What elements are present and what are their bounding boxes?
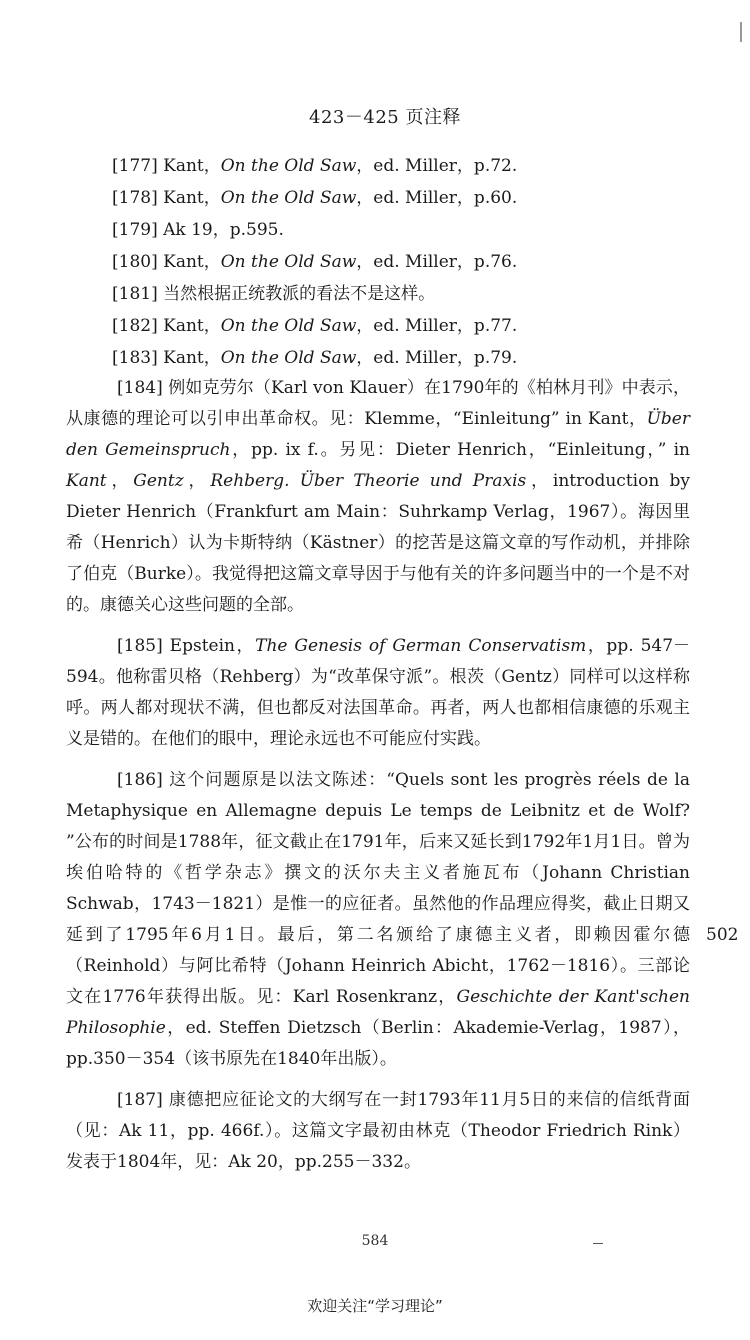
note-text: Ak 19，p.595. [157, 220, 284, 240]
note-text: ， [183, 471, 211, 491]
scan-mark [740, 22, 742, 42]
note-text: 当然根据正统教派的看法不是这样。 [157, 284, 436, 304]
note-title: Gentz [133, 471, 184, 491]
note-179 [112, 214, 702, 246]
note-number: [185] [117, 636, 163, 656]
note-text: ，introduction by Dieter Henrich（Frankfurt am Main：Suhrkamp Verlag，1967）。海因里希（Henrich）认为卡斯特纳（Kästner）的挖苦是这篇文章的写作动机，并排除了伯克（Burke）。我觉得把这篇文章导因于与他有关的许多问题当中的一个是不对的。康德关心这些问题的全部。 [66, 471, 690, 615]
scan-mark [593, 1243, 603, 1244]
note-number: [179] [112, 220, 158, 240]
note-number: [183] [112, 348, 158, 368]
note-text: ，pp. 547－594。他称雷贝格（Rehberg）为“改革保守派”。根茨（Gentz）同样可以这样称呼。两人都对现状不满，但也都反对法国革命。再者，两人也都相信康德的乐观主义是错的。在他们的眼中，理论永远也不可能应付实践。 [66, 636, 691, 749]
note-177 [112, 150, 702, 182]
note-text: ， [106, 471, 134, 491]
note-number: [177] [112, 156, 158, 176]
note-184 [66, 373, 690, 621]
note-text: ，pp. ix f.。另见：Dieter Henrich，“Einleitung，” in [230, 440, 691, 460]
long-notes [66, 373, 690, 1188]
page-number: 584 [361, 1233, 389, 1249]
note-text: ，ed. Miller，p.79. [356, 348, 518, 368]
note-text: Epstein， [162, 636, 256, 656]
note-title: Kant [66, 471, 107, 491]
note-title: On the Old Saw [220, 188, 357, 208]
page-header: 423－425 页注释 [309, 107, 461, 128]
margin-page-number: 502 [706, 925, 739, 945]
note-number: [184] [117, 378, 163, 398]
note-title: On the Old Saw [220, 252, 357, 272]
note-number: [182] [112, 316, 158, 336]
note-text: ，ed. Steffen Dietzsch（Berlin：Akademie-Verlag，1987），pp.350－354（该书原先在1840年出版）。 [66, 1018, 690, 1069]
note-title: On the Old Saw [220, 156, 357, 176]
note-text: Kant， [157, 156, 221, 176]
note-number: [187] [117, 1090, 163, 1110]
note-text: 例如克劳尔（Karl von Klauer）在1790年的《柏林月刊》中表示，从康德的理论可以引申出革命权。见：Klemme，“Einleitung” in Kant， [66, 378, 690, 429]
note-185 [66, 631, 690, 755]
note-title: On the Old Saw [220, 348, 357, 368]
note-title: Rehberg. Über Theorie und Praxis [210, 471, 527, 491]
note-text: 这个问题原是以法文陈述：“Quels sont les progrès réels de la Metaphysique en Allemagne depuis Le temps de Leibnitz et de Wolf? ”公布的时间是1788年，征文截止在1791年，后来又延长到1792年1月1日。曾为埃伯哈特的《哲学杂志》撰文的沃尔夫主义者施瓦布（Johann Christian Schwab，1743－1821）是惟一的应征者。虽然他的作品理应得奖，截止日期又延到了1795年6月1日。最后，第二名颁给了康德主义者，即赖因霍尔德（Reinhold）与阿比希特（Johann Heinrich Abicht，1762－1816）。三部论文在1776年获得出版。见：Karl Rosenkranz， [66, 770, 690, 1007]
note-text: Kant， [157, 252, 221, 272]
note-number: [186] [117, 770, 163, 790]
note-number: [178] [112, 188, 158, 208]
note-text: ，ed. Miller，p.76. [356, 252, 518, 272]
note-text: ，ed. Miller，p.77. [356, 316, 518, 336]
note-text: 康德把应征论文的大纲写在一封1793年11月5日的来信的信纸背面（见：Ak 11，pp. 466f.）。这篇文字最初由林克（Theodor Friedrich Rink）发表于1804年，见：Ak 20，pp.255－332。 [66, 1090, 690, 1172]
note-text: Kant， [157, 316, 221, 336]
note-181 [112, 278, 702, 310]
note-title: The Genesis of German Conservatism [255, 636, 587, 656]
note-number: [181] [112, 284, 158, 304]
note-187 [66, 1085, 690, 1178]
note-title: Geschichte der Kant'schen Philosophie [66, 987, 690, 1038]
note-title: On the Old Saw [220, 316, 357, 336]
note-183 [112, 342, 702, 374]
short-notes-list [112, 150, 702, 374]
note-number: [180] [112, 252, 158, 272]
note-text: Kant， [157, 188, 221, 208]
note-title: Über den Gemeinspruch [66, 409, 690, 460]
note-text: ，ed. Miller，p.60. [356, 188, 518, 208]
note-186 [66, 765, 690, 1075]
note-180 [112, 246, 702, 278]
note-178 [112, 182, 702, 214]
note-text: ，ed. Miller，p.72. [356, 156, 518, 176]
note-182 [112, 310, 702, 342]
note-text: Kant， [157, 348, 221, 368]
footer-watermark: 欢迎关注“学习理论” [307, 1297, 443, 1315]
